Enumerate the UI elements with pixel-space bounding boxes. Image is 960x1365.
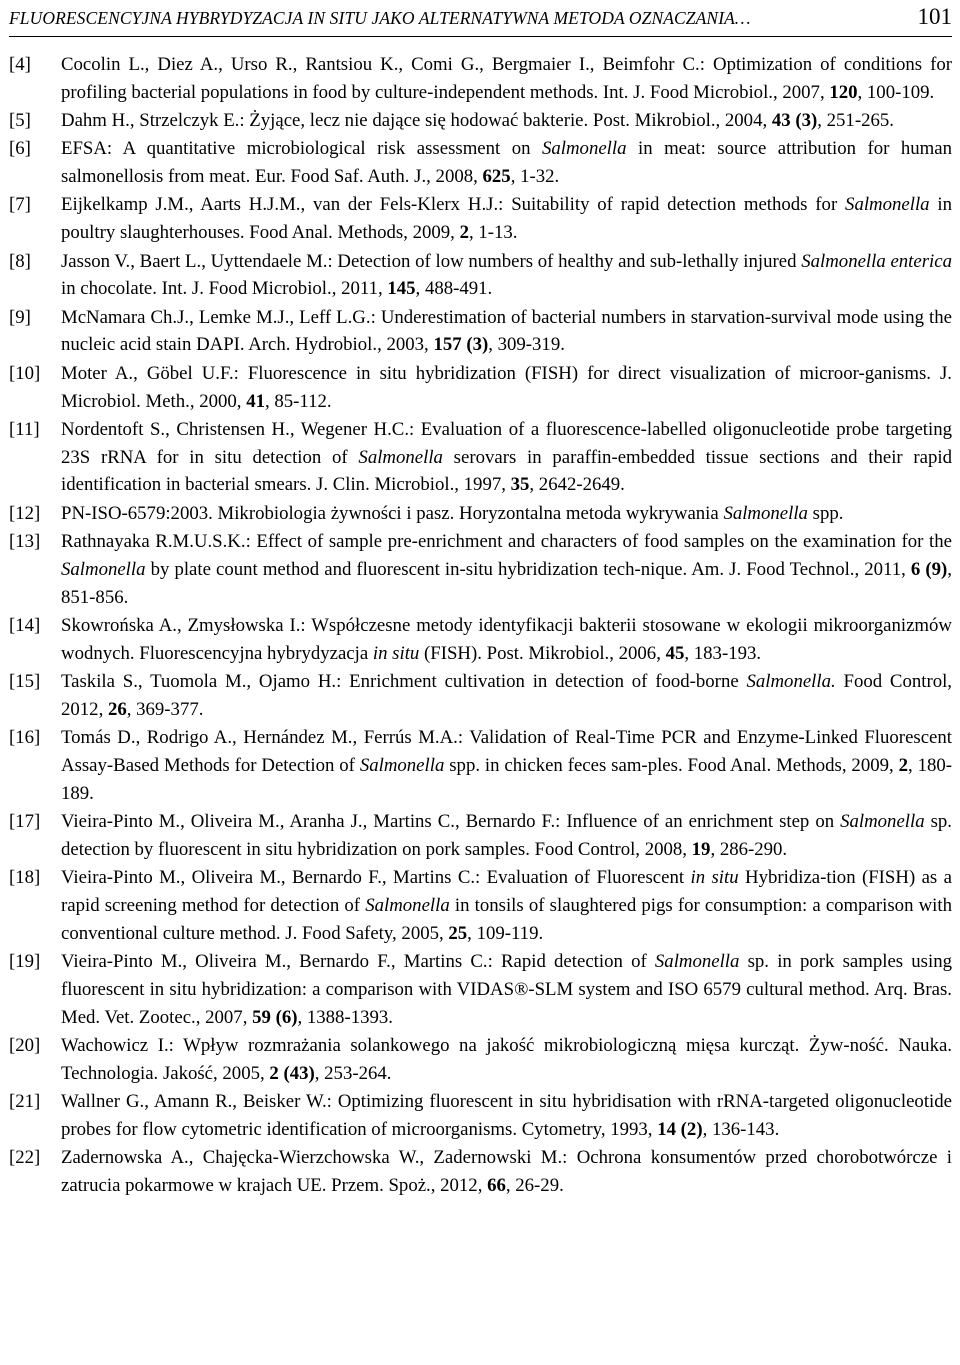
reference-number: [13] (9, 531, 41, 553)
reference-segment: , 1-13. (468, 222, 518, 244)
reference-item (9, 135, 952, 191)
reference-item (9, 948, 952, 1031)
reference-segment: , 286-290. (710, 838, 788, 860)
reference-segment: (FISH). Post. Mikrobiol., 2006, (419, 642, 666, 664)
reference-text (61, 1144, 952, 1200)
reference-item (9, 248, 952, 304)
reference-segment: Jasson V., Baert L., Uyttendaele M.: Detection of low numbers of healthy and sub-lethally injured (61, 250, 802, 272)
reference-segment: PN-ISO-6579:2003. Mikrobiologia żywności i pasz. Horyzontalna metoda wykrywania (61, 502, 724, 524)
reference-item (9, 668, 952, 724)
reference-volume-bold: (3) (466, 334, 489, 356)
reference-segment: Vieira-Pinto M., Oliveira M., Aranha J., Martins C., Bernardo F.: Influence of an enrichment step on (61, 811, 841, 833)
reference-segment: , 100-109. (857, 81, 935, 103)
reference-volume-bold: 25 (448, 922, 468, 944)
reference-text (61, 416, 952, 499)
reference-text (61, 500, 952, 528)
reference-number: [9] (9, 306, 31, 328)
reference-number: [17] (9, 811, 41, 833)
reference-volume-bold: 2 (898, 754, 908, 776)
reference-italic-term: Salmonella (541, 138, 627, 160)
reference-text (61, 191, 952, 247)
reference-text (61, 107, 952, 135)
reference-number: [10] (9, 362, 41, 384)
reference-volume-bold: (3) (795, 110, 818, 132)
reference-volume-bold: 19 (691, 838, 711, 860)
reference-volume-bold: 66 (487, 1174, 506, 1196)
running-title: FLUORESCENCYJNA HYBRYDYZACJA IN SITU JAKO ALTERNATYWNA METODA OZNACZANIA… (9, 8, 751, 28)
reference-text (61, 724, 952, 807)
reference-volume-bold: 26 (107, 698, 127, 720)
reference-number: [8] (9, 250, 31, 272)
reference-segment: , 2642-2649. (529, 474, 625, 496)
reference-item (9, 416, 952, 499)
reference-segment: , 851-856. (61, 558, 952, 608)
reference-segment: Tomás D., Rodrigo A., Hernández M., Ferrús M.A.: Validation of Real-Time PCR and Enzyme-Linked Fluorescent Assay-Based Methods for Detection of (61, 727, 952, 776)
reference-volume-bold: 6 (910, 558, 921, 580)
reference-italic-term: Salmonella (840, 811, 925, 833)
reference-item (9, 864, 952, 947)
reference-segment: , 488-491. (415, 278, 493, 300)
reference-volume-bold: 2 (459, 222, 469, 244)
reference-item (9, 304, 952, 360)
reference-segment: Vieira-Pinto M., Oliveira M., Bernardo F., Martins C.: Evaluation of Fluorescent (61, 867, 691, 889)
reference-segment: Taskila S., Tuomola M., Ojamo H.: Enrichment cultivation in detection of food-borne (61, 671, 747, 693)
reference-text (61, 360, 952, 416)
reference-number: [19] (9, 951, 41, 972)
reference-italic-term: Salmonella (365, 894, 450, 916)
reference-number: [18] (9, 867, 41, 889)
reference-italic-term: Salmonella (723, 502, 808, 524)
reference-number: [20] (9, 1034, 41, 1056)
reference-volume-bold: 59 (252, 1006, 271, 1028)
reference-text (61, 1088, 952, 1144)
reference-volume-bold: 625 (482, 166, 511, 188)
reference-segment: sp. detection by fluorescent in situ hybridization on pork samples. Food Control, 2008, (61, 811, 952, 860)
reference-item (9, 360, 952, 416)
reference-item (9, 612, 952, 668)
reference-italic-term: Salmonella enterica (801, 250, 952, 272)
reference-italic-term: in situ (690, 867, 739, 889)
reference-segment: Vieira-Pinto M., Oliveira M., Bernardo F., Martins C.: Rapid detection of (61, 951, 655, 972)
reference-volume-bold: 145 (387, 278, 416, 300)
reference-segment: , 253-264. (314, 1062, 392, 1084)
reference-volume-bold: (6) (275, 1006, 298, 1028)
reference-segment: Nordentoft S., Christensen H., Wegener H.C.: Evaluation of a fluorescence-labelled oligonucleotide probe targeting 23S rRNA for in situ detection of (61, 418, 952, 468)
reference-item (9, 1032, 952, 1088)
reference-text (61, 808, 952, 864)
reference-segment: , 1388-1393. (297, 1006, 393, 1028)
reference-volume-bold: 35 (510, 474, 530, 496)
reference-italic-term: Salmonella. (746, 671, 836, 693)
reference-segment: in meat: source attribution for human salmonellosis from meat. Eur. Food Saf. Auth. J., 2008, (61, 138, 952, 188)
reference-volume-bold: 41 (246, 390, 265, 412)
reference-volume-bold: 45 (665, 642, 685, 664)
reference-segment: EFSA: A quantitative microbiological risk assessment on (61, 138, 542, 160)
reference-item (9, 1088, 952, 1144)
reference-segment: , 26-29. (505, 1174, 564, 1196)
reference-number: [22] (9, 1147, 41, 1169)
reference-segment: in poultry slaughterhouses. Food Anal. Methods, 2009, (61, 194, 952, 244)
reference-item (9, 500, 952, 528)
reference-segment: , 309-319. (488, 334, 565, 356)
reference-item (9, 808, 952, 864)
reference-number: [14] (9, 614, 41, 636)
reference-item (9, 1144, 952, 1200)
reference-segment: Food Control, 2012, (61, 671, 953, 720)
reference-text (61, 1032, 952, 1088)
reference-text (61, 612, 952, 668)
reference-volume-bold: 157 (433, 334, 462, 356)
reference-segment: by plate count method and fluorescent in-situ hybridization tech-nique. Am. J. Food Technol., 2011, (145, 558, 911, 580)
page-number: 101 (917, 4, 952, 29)
reference-number: [16] (9, 727, 41, 749)
reference-segment: Eijkelkamp J.M., Aarts H.J.M., van der Fels-Klerx H.J.: Suitability of rapid detection methods for (61, 194, 846, 216)
reference-segment: Wachowicz I.: Wpływ rozmrażania solankowego na jakość mikrobiologiczną mięsa kurcząt. Żyw-ność. Nauka. Technologia. Jakość, 2005, (61, 1034, 952, 1084)
reference-italic-term: Salmonella (359, 754, 445, 776)
reference-segment: Hybridiza-tion (FISH) as a rapid screening method for detection of (61, 867, 952, 916)
reference-segment: , 85-112. (264, 390, 332, 412)
reference-segment: , 1-32. (510, 166, 560, 188)
reference-segment: in tonsils of slaughtered pigs for consumption: a comparison with conventional culture method. J. Food Safety, 2005, (61, 894, 953, 944)
reference-number: [7] (9, 194, 31, 216)
reference-volume-bold: (43) (283, 1062, 315, 1084)
reference-number: [11] (9, 418, 40, 440)
reference-text (61, 864, 952, 947)
reference-italic-term: Salmonella (845, 194, 930, 216)
reference-italic-term: Salmonella (358, 446, 443, 468)
reference-segment: Zadernowska A., Chajęcka-Wierzchowska W., Zadernowski M.: Ochrona konsumentów przed chorobotwórcze i zatrucia pokarmowe w krajach UE. Przem. Spoż., 2012, (61, 1147, 952, 1196)
reference-segment: , 251-265. (817, 110, 894, 132)
reference-segment: Skowrońska A., Zmysłowska I.: Współczesne metody identyfikacji bakterii stosowane w ekologii mikroorganizmów wodnych. Fluorescencyjna hybrydyzacja (61, 614, 952, 664)
reference-segment: Moter A., Göbel U.F.: Fluorescence in situ hybridization (FISH) for direct visualization of microor-ganisms. J. Microbiol. Meth., 2000, (61, 362, 952, 412)
reference-italic-term: Salmonella (654, 951, 740, 972)
reference-segment: Dahm H., Strzelczyk E.: Żyjące, lecz nie dające się hodować bakterie. Post. Mikrobiol., 2004, (61, 110, 772, 132)
reference-volume-bold: 43 (771, 110, 791, 132)
reference-segment: serovars in paraffin-embedded tissue sections and their rapid identification in bacterial smears. J. Clin. Microbiol., 1997, (61, 446, 952, 496)
reference-italic-term: in situ (372, 642, 420, 664)
reference-text (61, 948, 952, 1031)
reference-segment: Rathnayaka R.M.U.S.K.: Effect of sample pre-enrichment and characters of food samples on the examination for the (61, 531, 952, 553)
reference-volume-bold: 2 (269, 1062, 279, 1084)
reference-list (9, 51, 952, 1200)
reference-segment: Cocolin L., Diez A., Urso R., Rantsiou K., Comi G., Bergmaier I., Beimfohr C.: Optimization of conditions for profiling bacterial populations in food by culture-independent methods. Int. J. Food Microbiol., 2007, (61, 54, 952, 103)
reference-segment: , 109-119. (467, 922, 544, 944)
reference-number: [4] (9, 54, 31, 75)
reference-text (61, 51, 952, 107)
reference-volume-bold: 14 (657, 1118, 676, 1140)
reference-number: [5] (9, 110, 31, 132)
reference-segment: , 369-377. (126, 698, 204, 720)
reference-number: [15] (9, 671, 41, 693)
reference-item (9, 51, 952, 107)
reference-text (61, 304, 952, 360)
reference-segment: , 136-143. (702, 1118, 780, 1140)
reference-volume-bold: (9) (925, 558, 948, 580)
reference-segment: in chocolate. Int. J. Food Microbiol., 2011, (61, 278, 388, 300)
reference-volume-bold: 120 (829, 81, 858, 103)
reference-segment: , 180-189. (61, 754, 953, 804)
reference-segment: spp. (807, 502, 844, 524)
reference-item (9, 107, 952, 135)
reference-text (61, 135, 952, 191)
reference-number: [6] (9, 138, 31, 160)
reference-number: [21] (9, 1090, 41, 1112)
reference-volume-bold: (2) (680, 1118, 703, 1140)
reference-item (9, 724, 952, 807)
reference-text (61, 248, 952, 304)
reference-item (9, 191, 952, 247)
reference-segment: Wallner G., Amann R., Beisker W.: Optimizing fluorescent in situ hybridisation with rRNA-targeted oligonucleotide probes for flow cytometric identification of microorganisms. Cytometry, 1993, (61, 1090, 952, 1140)
reference-italic-term: Salmonella (61, 558, 146, 580)
reference-segment: McNamara Ch.J., Lemke M.J., Leff L.G.: Underestimation of bacterial numbers in starvation-survival mode using the nucleic acid stain DAPI. Arch. Hydrobiol., 2003, (61, 306, 952, 356)
reference-segment: spp. in chicken feces sam-ples. Food Anal. Methods, 2009, (444, 754, 899, 776)
reference-segment: sp. in pork samples using fluorescent in situ hybridization: a comparison with VIDAS®-SLM system and ISO 6579 cultural method. Arq. Bras. Med. Vet. Zootec., 2007, (61, 951, 952, 1028)
reference-segment: , 183-193. (684, 642, 762, 664)
reference-number: [12] (9, 502, 41, 524)
reference-text (61, 668, 952, 724)
page-header (9, 4, 952, 37)
reference-text (61, 528, 952, 611)
reference-item (9, 528, 952, 611)
